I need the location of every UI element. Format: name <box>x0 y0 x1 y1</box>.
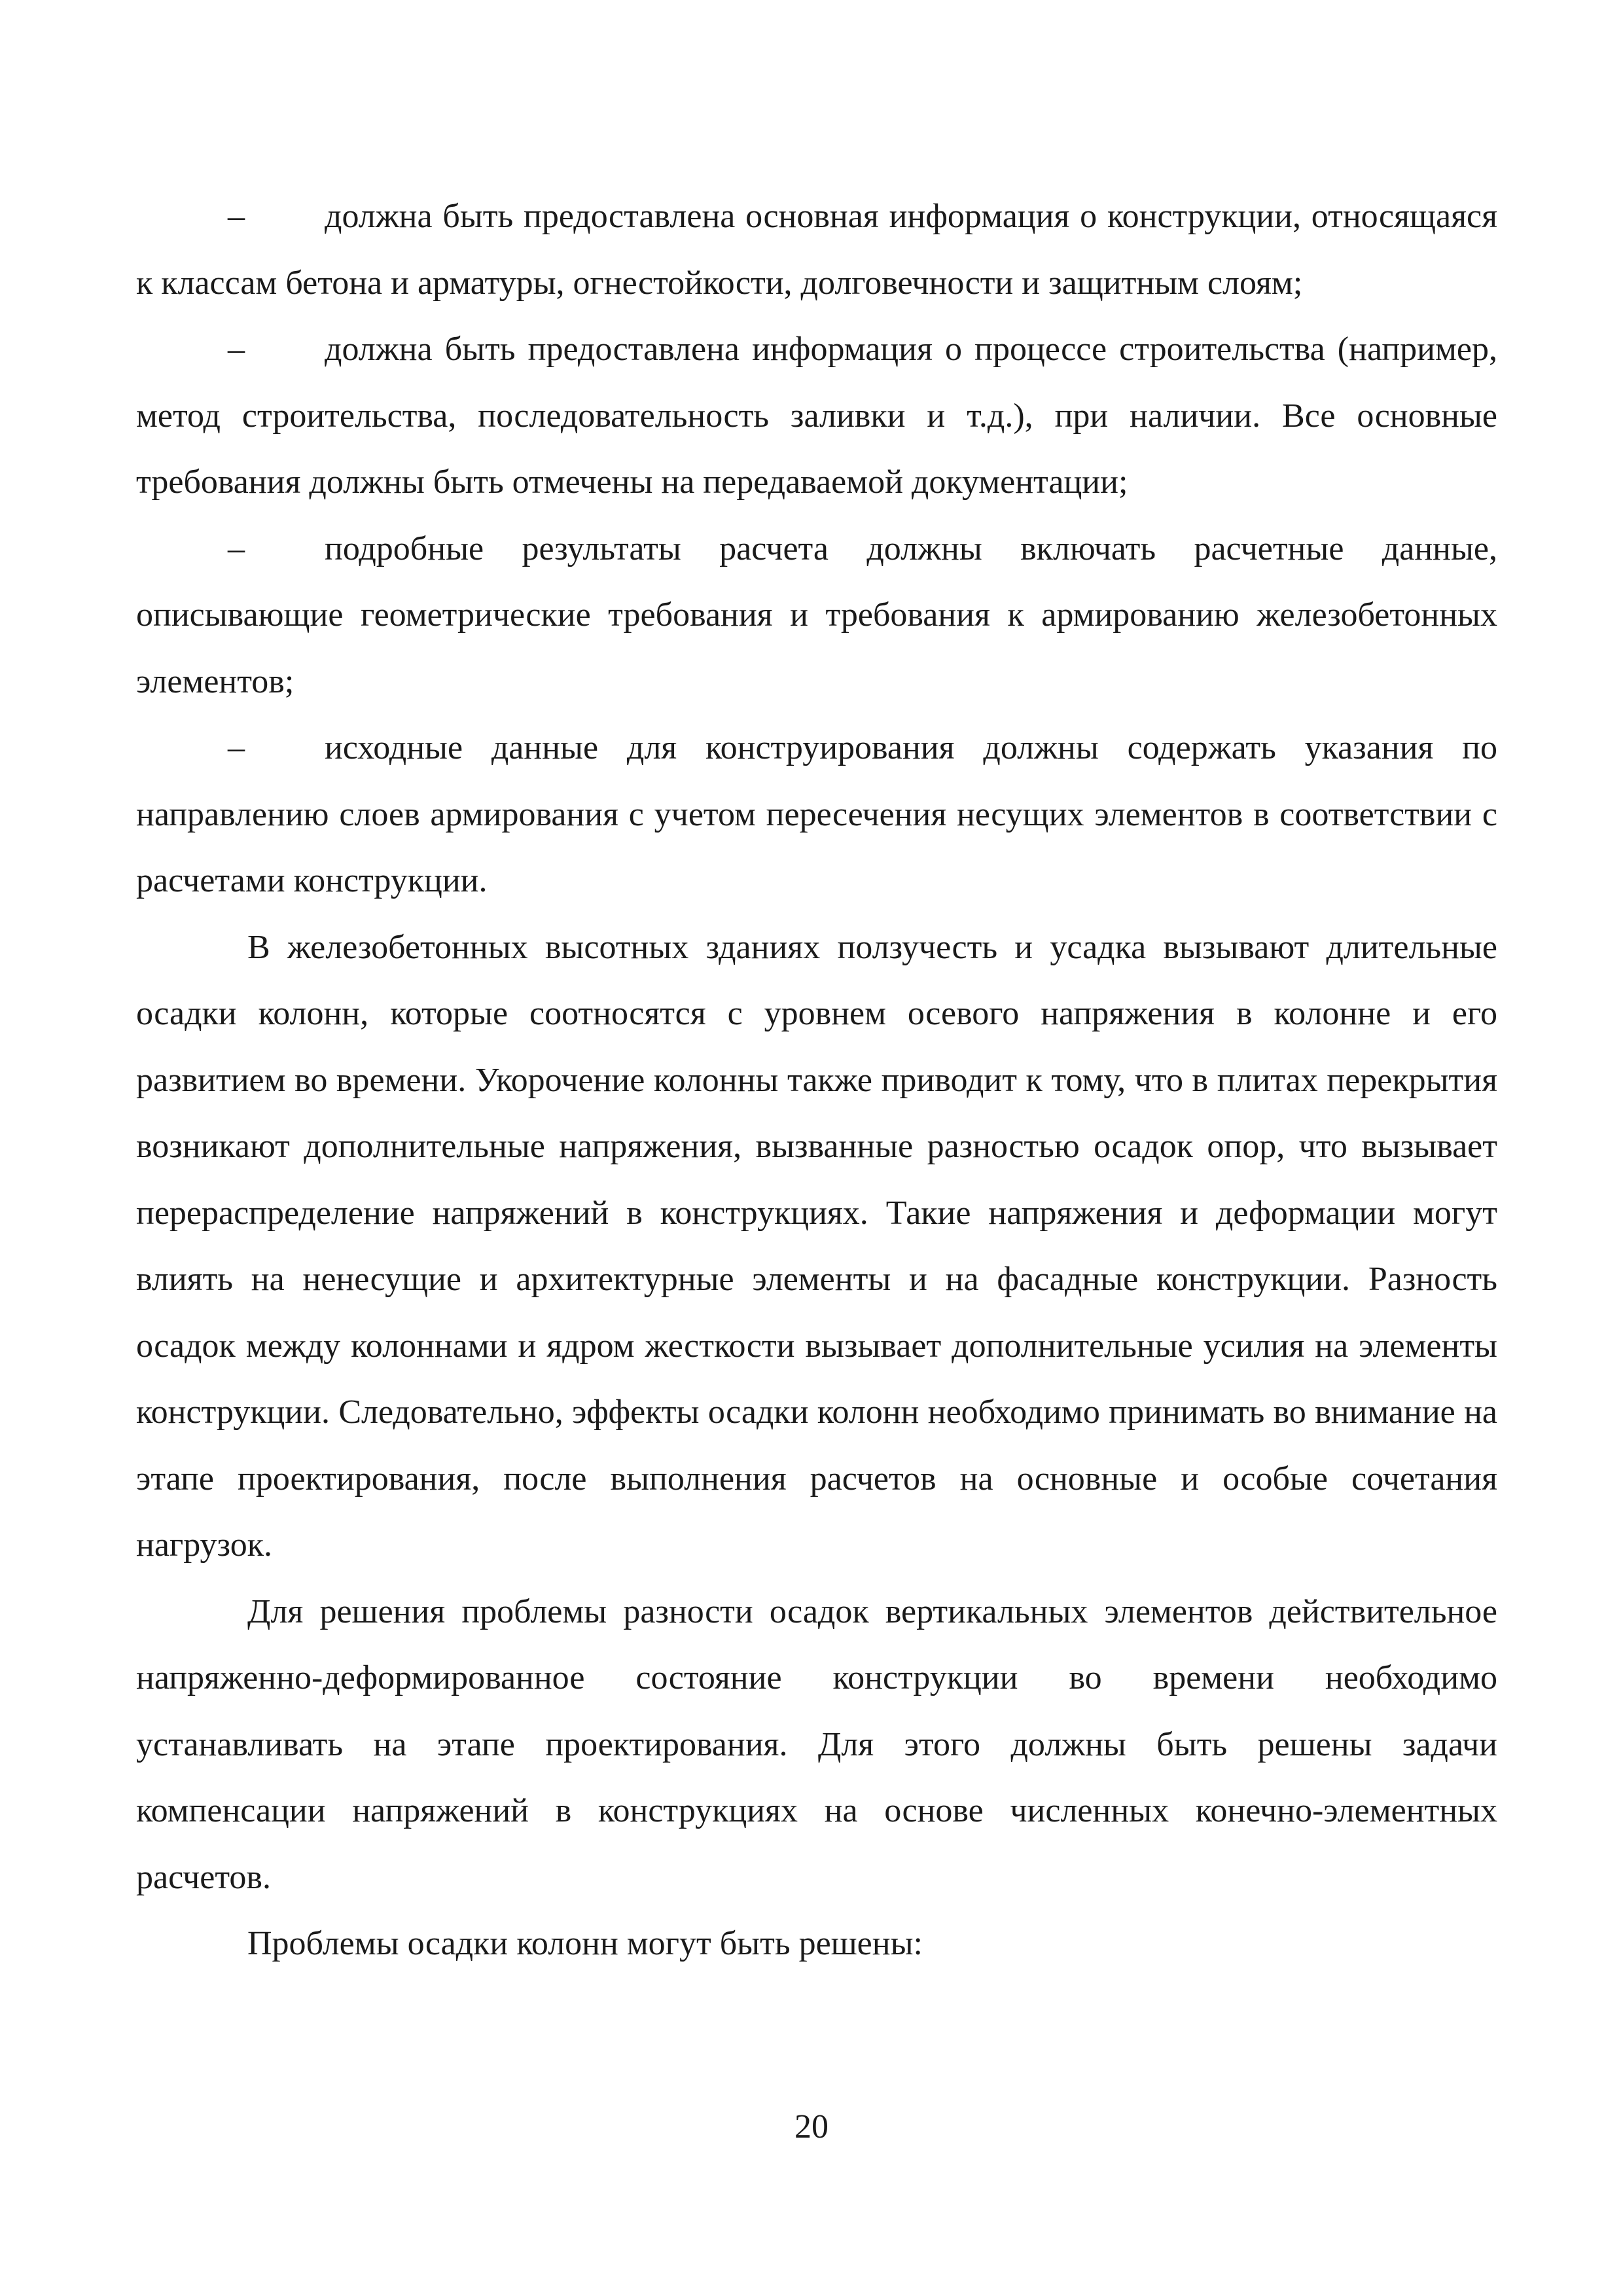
list-item-text: подробные результаты расчета должны включать расчетные данные, описывающие геометрические требования и требования к армированию железобетонных элементов; <box>136 529 1497 700</box>
paragraph-column-settlement: В железобетонных высотных зданиях ползучесть и усадка вызывают длительные осадки колонн, которые соотносятся с уровнем осевого напряжения в колонне и его развитием во времени. Укорочение колонны также приводит к тому, что в плитах перекрытия возникают дополнительные напряжения, вызванные разностью осадок опор, что вызывает перераспределение напряжений в конструкциях. Такие напряжения и деформации могут влиять на ненесущие и архитектурные элементы и на фасадные конструкции. Разность осадок между колоннами и ядром жесткости вызывает дополнительные усилия на элементы конструкции. Следовательно, эффекты осадки колонн необходимо принимать во внимание на этапе проектирования, после выполнения расчетов на основные и особые сочетания нагрузок. <box>136 928 1497 1564</box>
list-item <box>136 183 1497 316</box>
paragraph-settlement-solution: Для решения проблемы разности осадок вертикальных элементов действительное напряженно-деформированное состояние конструкции во времени необходимо устанавливать на этапе проектирования. Для этого должны быть решены задачи компенсации напряжений в конструкциях на основе численных конечно-элементных расчетов. <box>136 1592 1497 1896</box>
paragraph-problems-intro: Проблемы осадки колонн могут быть решены: <box>247 1925 923 1962</box>
list-item-text: исходные данные для конструирования должны содержать указания по направлению слоев армирования с учетом пересечения несущих элементов в соответствии с расчетами конструкции. <box>136 729 1497 899</box>
dash-marker: – <box>228 198 245 235</box>
page-number: 20 <box>794 2108 829 2145</box>
dash-marker: – <box>228 729 245 766</box>
dash-marker: – <box>228 331 245 368</box>
list-item <box>136 316 1497 516</box>
list-item <box>136 516 1497 715</box>
list-item-text: должна быть предоставлена основная информация о конструкции, относящаяся к классам бетона и арматуры, огнестойкости, долговечности и защитным слоям; <box>136 198 1497 302</box>
list-item <box>136 715 1497 914</box>
page-body <box>136 183 1497 1977</box>
dash-marker: – <box>228 529 245 567</box>
list-item-text: должна быть предоставлена информация о процессе строительства (например, метод строительства, последовательность заливки и т.д.), при наличии. Все основные требования должны быть отмечены на передаваемой документации; <box>136 331 1497 501</box>
